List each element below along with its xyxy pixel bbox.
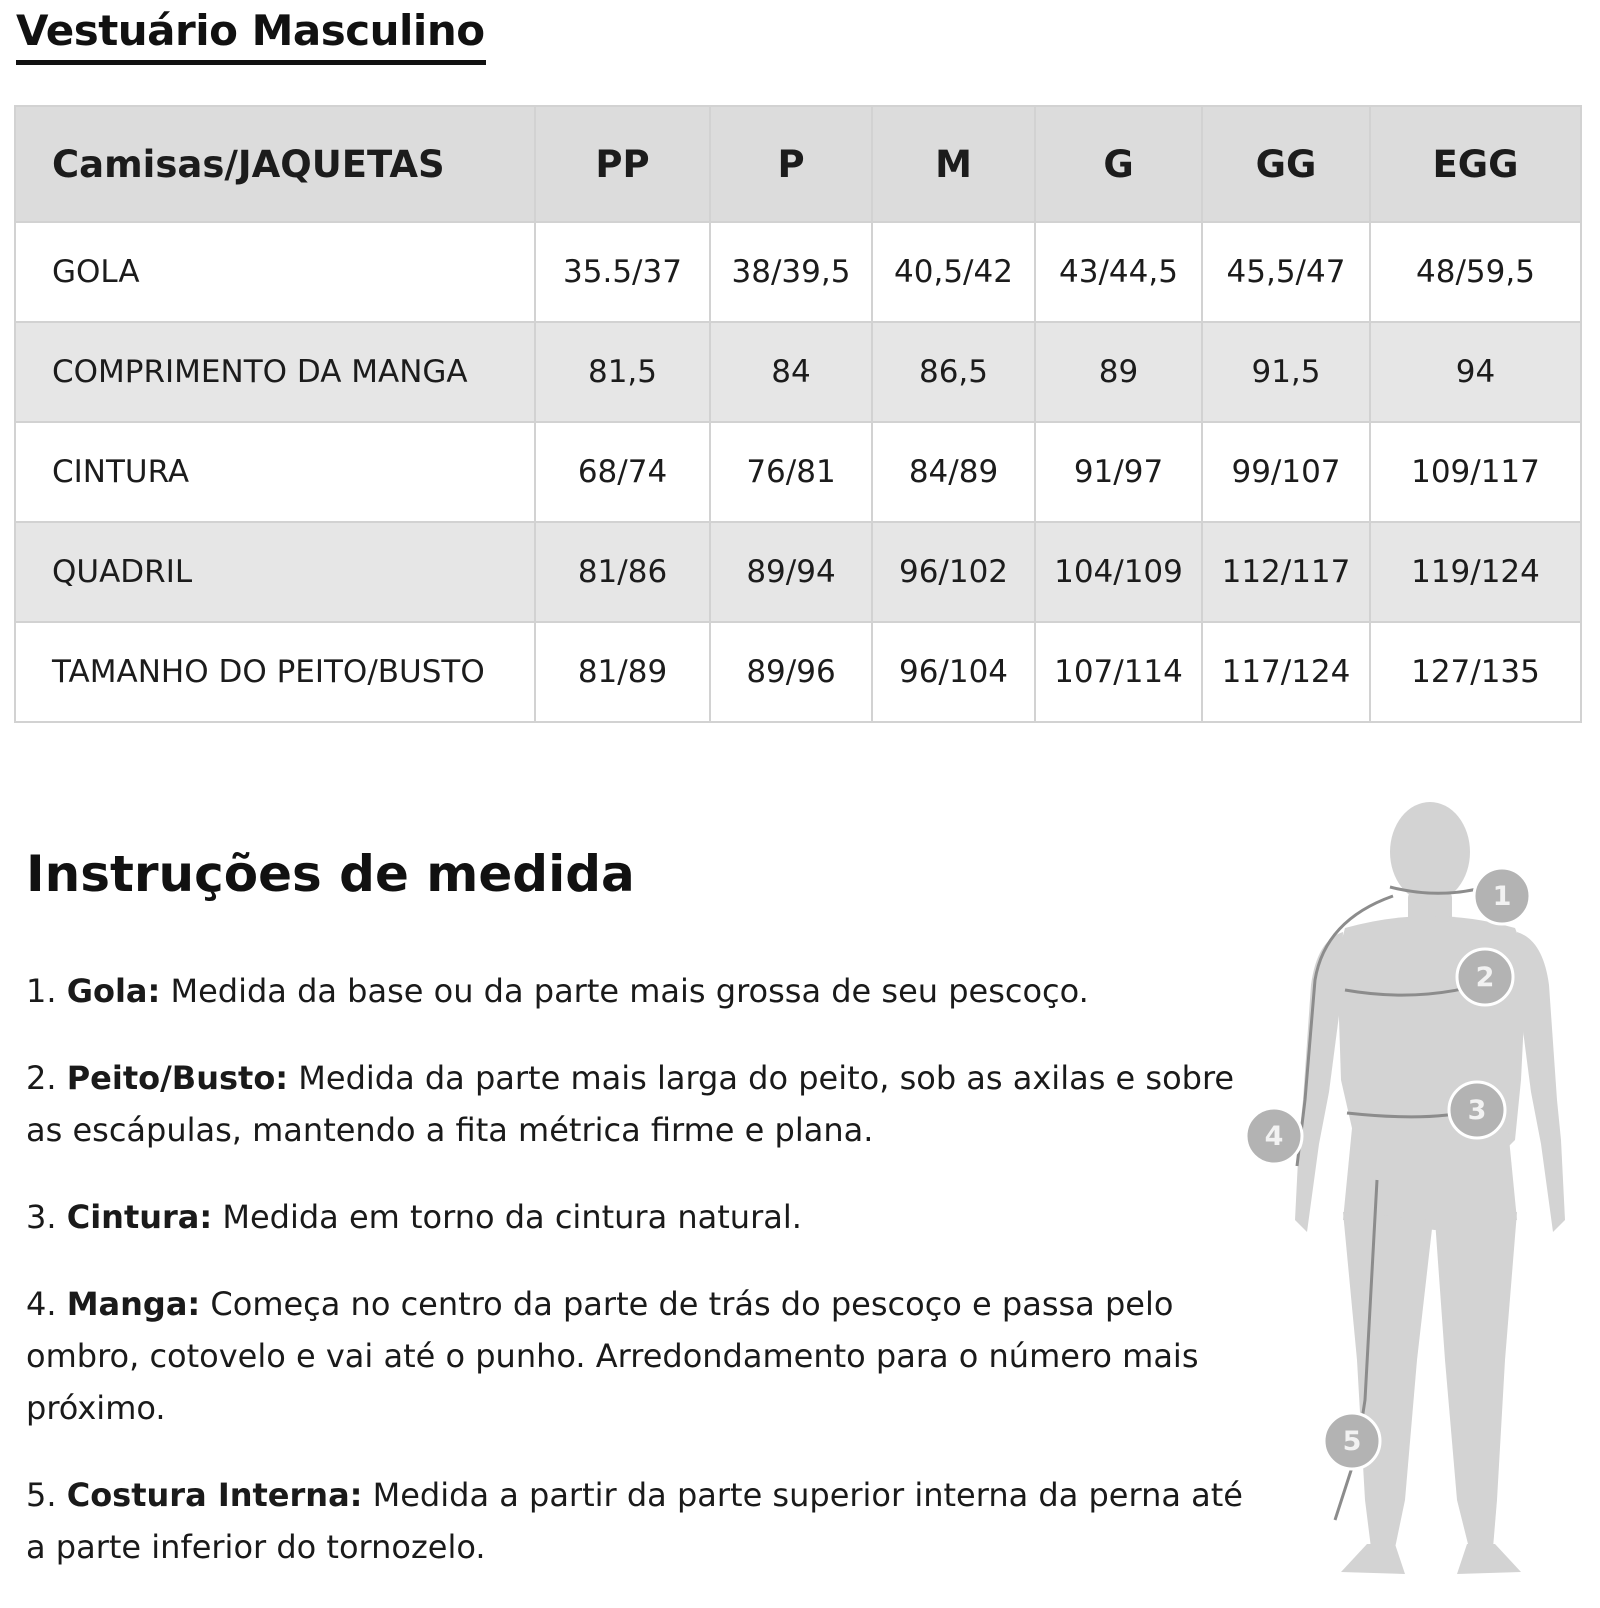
instruction-number: 5. xyxy=(26,1476,57,1514)
instruction-number: 2. xyxy=(26,1059,57,1097)
size-header: M xyxy=(872,106,1035,222)
instruction-item xyxy=(26,1469,1256,1573)
size-header: GG xyxy=(1202,106,1370,222)
table-cell: 107/114 xyxy=(1035,622,1202,722)
table-cell: 109/117 xyxy=(1370,422,1581,522)
size-header: EGG xyxy=(1370,106,1581,222)
instructions-list xyxy=(26,965,1256,1608)
svg-text:1: 1 xyxy=(1492,881,1512,912)
table-cell: 81/86 xyxy=(535,522,710,622)
row-label: COMPRIMENTO DA MANGA xyxy=(15,322,535,422)
table-cell: 104/109 xyxy=(1035,522,1202,622)
instruction-text: Medida da base ou da parte mais grossa de seu pescoço. xyxy=(170,972,1089,1010)
marker-1 xyxy=(1474,868,1530,924)
title-underline xyxy=(16,60,486,65)
instruction-term: Peito/Busto: xyxy=(66,1059,289,1097)
table-cell: 86,5 xyxy=(872,322,1035,422)
page-title: Vestuário Masculino xyxy=(16,6,485,55)
table-header-row xyxy=(15,106,1581,222)
table-cell: 119/124 xyxy=(1370,522,1581,622)
instruction-item xyxy=(26,1278,1256,1434)
instruction-number: 3. xyxy=(26,1198,57,1236)
marker-2 xyxy=(1457,949,1513,1005)
instruction-term: Cintura: xyxy=(66,1198,213,1236)
table-row xyxy=(15,222,1581,322)
table-cell: 38/39,5 xyxy=(710,222,872,322)
svg-text:5: 5 xyxy=(1342,1426,1362,1457)
table-cell: 89/94 xyxy=(710,522,872,622)
svg-text:3: 3 xyxy=(1467,1095,1487,1126)
table-cell: 99/107 xyxy=(1202,422,1370,522)
table-cell: 89/96 xyxy=(710,622,872,722)
table-cell: 68/74 xyxy=(535,422,710,522)
table-cell: 45,5/47 xyxy=(1202,222,1370,322)
table-cell: 84 xyxy=(710,322,872,422)
instruction-term: Manga: xyxy=(66,1285,201,1323)
instructions-title: Instruções de medida xyxy=(26,845,635,903)
size-table xyxy=(14,105,1582,723)
table-row xyxy=(15,622,1581,722)
row-label: GOLA xyxy=(15,222,535,322)
table-row xyxy=(15,322,1581,422)
body-measurement-figure xyxy=(1245,800,1585,1590)
instruction-item xyxy=(26,1052,1256,1156)
table-cell: 48/59,5 xyxy=(1370,222,1581,322)
table-cell: 84/89 xyxy=(872,422,1035,522)
instruction-number: 4. xyxy=(26,1285,57,1323)
instruction-text: Medida a partir da parte superior interna da perna até a parte inferior do tornozelo. xyxy=(26,1476,1243,1566)
svg-text:4: 4 xyxy=(1264,1121,1284,1152)
table-cell: 112/117 xyxy=(1202,522,1370,622)
table-cell: 40,5/42 xyxy=(872,222,1035,322)
marker-5 xyxy=(1324,1413,1380,1469)
instruction-text: Medida da parte mais larga do peito, sob as axilas e sobre as escápulas, mantendo a fita métrica firme e plana. xyxy=(26,1059,1235,1149)
table-cell: 117/124 xyxy=(1202,622,1370,722)
table-cell: 96/102 xyxy=(872,522,1035,622)
table-cell: 76/81 xyxy=(710,422,872,522)
row-label: CINTURA xyxy=(15,422,535,522)
table-cell: 94 xyxy=(1370,322,1581,422)
svg-text:2: 2 xyxy=(1475,962,1495,993)
table-cell: 35.5/37 xyxy=(535,222,710,322)
table-cell: 91,5 xyxy=(1202,322,1370,422)
table-cell: 81,5 xyxy=(535,322,710,422)
instruction-item xyxy=(26,1191,1256,1243)
instruction-text: Começa no centro da parte de trás do pescoço e passa pelo ombro, cotovelo e vai até o punho. Arredondamento para o número mais próximo. xyxy=(26,1285,1199,1427)
instruction-text: Medida em torno da cintura natural. xyxy=(222,1198,802,1236)
table-cell: 81/89 xyxy=(535,622,710,722)
size-header: PP xyxy=(535,106,710,222)
size-header: G xyxy=(1035,106,1202,222)
row-label: TAMANHO DO PEITO/BUSTO xyxy=(15,622,535,722)
marker-3 xyxy=(1449,1082,1505,1138)
marker-4 xyxy=(1246,1108,1302,1164)
instruction-number: 1. xyxy=(26,972,57,1010)
table-cell: 43/44,5 xyxy=(1035,222,1202,322)
table-row xyxy=(15,522,1581,622)
instruction-item xyxy=(26,965,1256,1017)
row-label: QUADRIL xyxy=(15,522,535,622)
instruction-term: Costura Interna: xyxy=(66,1476,363,1514)
table-header-label: Camisas/JAQUETAS xyxy=(15,106,535,222)
instruction-term: Gola: xyxy=(66,972,161,1010)
size-header: P xyxy=(710,106,872,222)
table-cell: 127/135 xyxy=(1370,622,1581,722)
table-cell: 91/97 xyxy=(1035,422,1202,522)
table-cell: 89 xyxy=(1035,322,1202,422)
table-row xyxy=(15,422,1581,522)
table-cell: 96/104 xyxy=(872,622,1035,722)
